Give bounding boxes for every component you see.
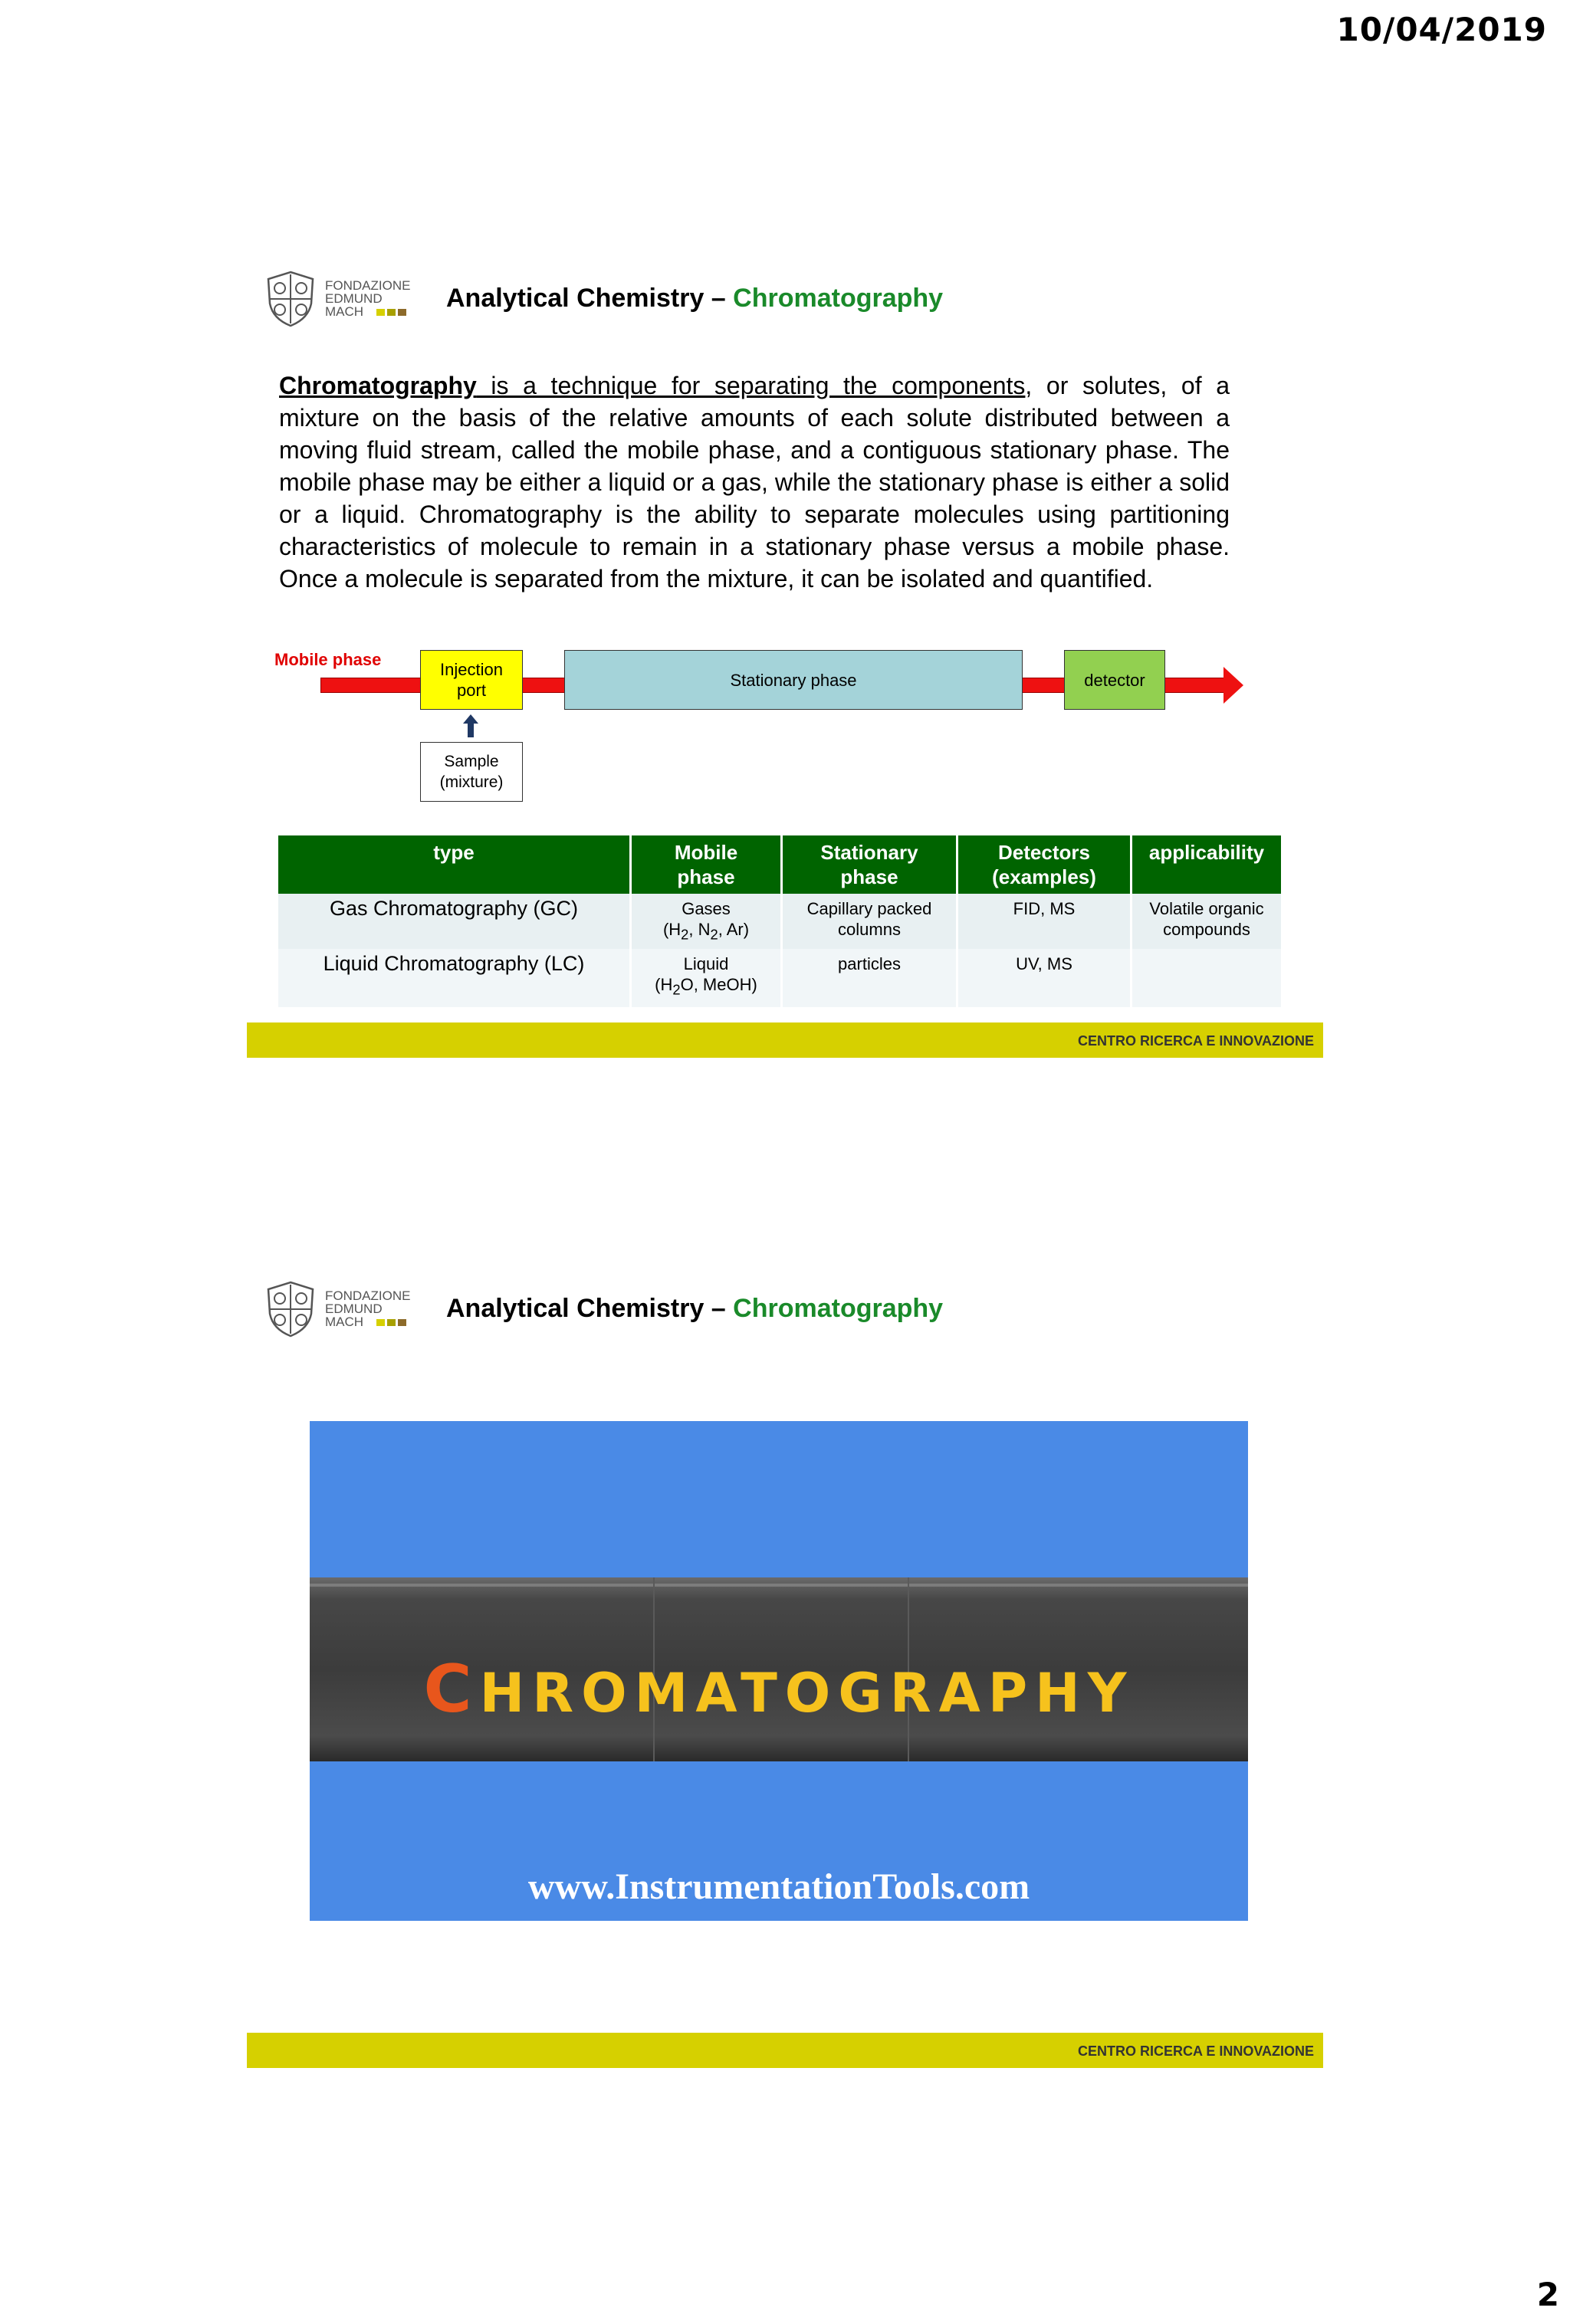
formula-part: (H — [662, 920, 682, 939]
video-thumbnail[interactable] — [310, 1421, 1248, 1921]
title-topic: Chromatography — [733, 1294, 944, 1323]
detector-box — [1064, 650, 1165, 710]
logo-square — [376, 309, 385, 316]
stationary-phase-box — [564, 650, 1023, 710]
header-applicability — [1132, 835, 1281, 894]
underlined-definition: is a technique for separating the components — [476, 372, 1026, 399]
logo-square — [376, 1319, 385, 1326]
slide-footer — [247, 1022, 1323, 1058]
fondazione-logo — [264, 1280, 417, 1338]
mobile-phase-label: Mobile phase — [274, 650, 382, 669]
cell-applicability — [1132, 894, 1281, 949]
sample-line-1: Sample — [444, 753, 499, 770]
injection-port-box — [420, 650, 523, 710]
header-detectors — [958, 835, 1130, 894]
slide-footer — [247, 2033, 1323, 2068]
banner-title — [310, 1651, 1248, 1728]
detector-label: detector — [1084, 670, 1145, 690]
logo-square — [387, 1319, 396, 1326]
header-text: type — [433, 841, 475, 864]
cell-applicability — [1132, 949, 1281, 1007]
cell-text: Volatile organic — [1149, 899, 1264, 918]
footer-label: CENTRO RICERCA E INNOVAZIONE — [1077, 1033, 1314, 1049]
logo-square — [387, 309, 396, 316]
cell-text: Gases — [682, 899, 731, 918]
logo-line-2: EDMUND — [325, 291, 383, 306]
banner-url: www.InstrumentationTools.com — [527, 1866, 1030, 1907]
definition-rest: , or solutes, of a mixture on the basis of the relative amounts of each solute distributed between a moving fluid stream, called the mobile phase, and a contiguous stationary phase. The mobile phase may be either a liquid or a gas, while the stationary phase is either a solid or a liquid. Chromatography is the ability to separate molecules using partitioning characteristics of molecule to remain in a stationary phase versus a mobile phase. Once a molecule is separated from the mixture, it can be isolated and quantified. — [279, 372, 1230, 592]
header-type — [278, 835, 629, 894]
logo-line-3: MACH — [325, 304, 364, 319]
print-date: 10/04/2019 — [1336, 11, 1547, 48]
sample-line-2: (mixture) — [439, 773, 504, 791]
fondazione-logo — [264, 270, 417, 328]
logo-line-3: MACH — [325, 1315, 364, 1329]
header-text: Mobile — [674, 841, 738, 864]
chromatography-diagram — [274, 650, 1286, 819]
formula-part: , N — [688, 920, 711, 939]
crest-icon — [264, 1280, 317, 1338]
cell-mobile — [632, 949, 780, 1007]
banner-first-letter: C — [423, 1651, 480, 1728]
table-row — [278, 894, 1281, 949]
header-stationary — [783, 835, 956, 894]
cell-detectors: UV, MS — [958, 949, 1130, 1007]
logo-square — [398, 309, 406, 316]
cell-text — [635, 919, 777, 944]
cell-text: Liquid — [683, 954, 729, 974]
cell-type: Liquid Chromatography (LC) — [278, 949, 629, 1007]
slide-title — [446, 1294, 943, 1324]
cell-text: Capillary packed — [806, 899, 932, 918]
column-tube-graphic — [310, 1577, 1248, 1761]
injection-line-2: port — [457, 681, 486, 700]
logo-square — [398, 1319, 406, 1326]
header-text: phase — [840, 865, 898, 888]
chromatography-table — [276, 835, 1283, 1007]
subscript: 2 — [710, 926, 718, 943]
formula-part: O, MeOH) — [680, 975, 757, 995]
slide-1 — [247, 259, 1323, 1056]
header-text: phase — [677, 865, 735, 888]
title-prefix: Analytical Chemistry – — [446, 284, 726, 313]
cell-text: compounds — [1163, 920, 1250, 939]
cell-detectors: FID, MS — [958, 894, 1130, 949]
cell-stationary: particles — [783, 949, 956, 1007]
cell-text — [635, 974, 777, 1000]
flow-arrow-icon — [1223, 667, 1243, 704]
cell-text: columns — [838, 920, 901, 939]
term-chromatography: Chromatography — [279, 372, 477, 399]
slide-2 — [247, 1269, 1323, 2066]
header-text: Stationary — [820, 841, 918, 864]
table-row — [278, 949, 1281, 1007]
title-topic: Chromatography — [733, 284, 944, 313]
header-text: applicability — [1148, 841, 1265, 864]
cell-type: Gas Chromatography (GC) — [278, 894, 629, 949]
table-header-row — [278, 835, 1281, 894]
header-text: (examples) — [992, 865, 1096, 888]
page-number: 2 — [1536, 2276, 1559, 2313]
stationary-phase-label: Stationary phase — [730, 670, 857, 690]
title-prefix: Analytical Chemistry – — [446, 1294, 726, 1323]
subscript: 2 — [681, 926, 689, 943]
header-text: Detectors — [998, 841, 1090, 864]
subscript: 2 — [672, 981, 681, 998]
cell-mobile — [632, 894, 780, 949]
injection-line-1: Injection — [440, 660, 503, 679]
sample-box — [420, 742, 523, 802]
footer-label: CENTRO RICERCA E INNOVAZIONE — [1077, 2043, 1314, 2059]
definition-paragraph — [279, 369, 1230, 595]
formula-part: , Ar) — [718, 920, 750, 939]
logo-line-1: FONDAZIONE — [325, 278, 411, 293]
logo-line-2: EDMUND — [325, 1302, 383, 1316]
banner-rest: HROMATOGRAPHY — [479, 1662, 1135, 1725]
logo-line-1: FONDAZIONE — [325, 1288, 411, 1303]
slide-title — [446, 284, 943, 313]
formula-part: (H — [655, 975, 673, 995]
crest-icon — [264, 270, 317, 328]
header-mobile — [632, 835, 780, 894]
cell-stationary — [783, 894, 956, 949]
up-arrow-icon — [463, 714, 478, 737]
